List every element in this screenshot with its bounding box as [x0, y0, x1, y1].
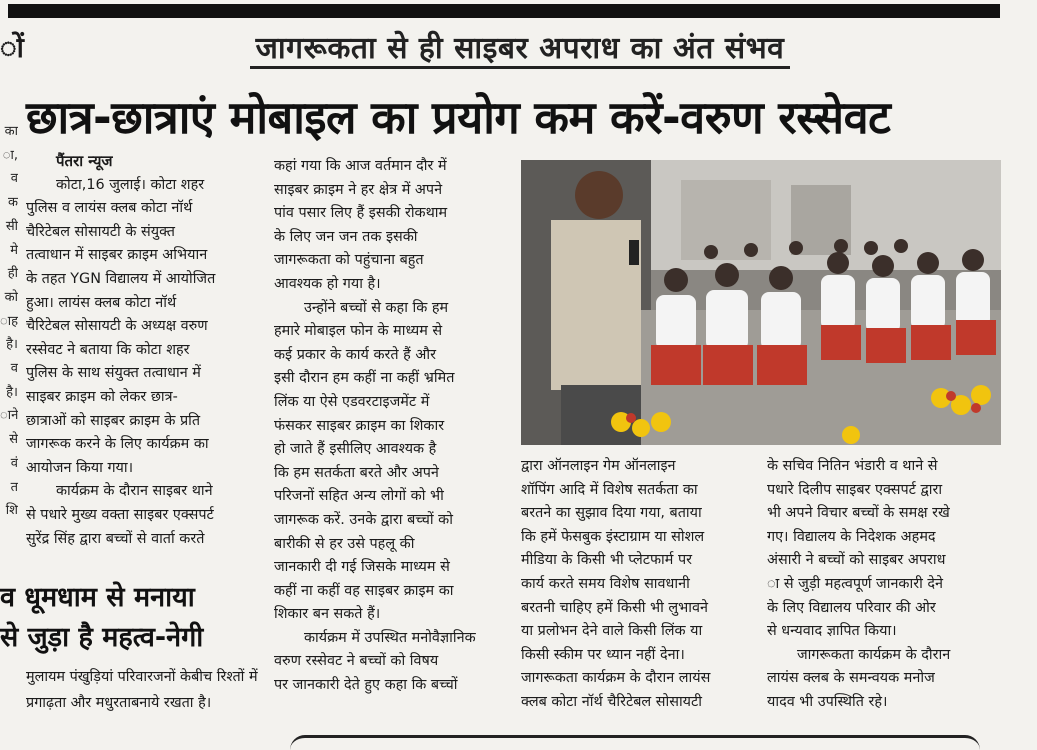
text-line: कि हमें फेसबुक इंस्टाग्राम या सोशल — [521, 528, 705, 545]
text-line: यादव भी उपस्थिति रहे। — [767, 693, 888, 710]
text-line: किसी स्कीम पर ध्यान नहीं देना। — [521, 646, 685, 663]
kicker-text: जागरूकता से ही साइबर अपराध का अंत संभव — [250, 31, 791, 69]
text-line: से पधारे मुख्य वक्ता साइबर एक्सपर्ट — [26, 506, 214, 523]
text-line: क्लब कोटा नॉर्थ चैरिटेबल सोसायटी — [521, 693, 702, 710]
text-line: जागरूकता कार्यक्रम के दौरान लायंस — [521, 670, 711, 687]
left-edge-fragment: व — [10, 361, 18, 377]
article-column-1 — [26, 150, 264, 551]
text-line: मुलायम पंखुड़ियां परिवारजनों के — [26, 669, 192, 685]
text-line: कहां गया कि आज वर्तमान दौर में — [274, 158, 447, 174]
text-line: कार्यक्रम में उपस्थित मनोवैज्ञानिक — [304, 629, 476, 646]
text-line: साइबर क्राइम को लेकर छात्र- — [26, 388, 178, 405]
text-line: कार्यक्रम के दौरान साइबर थाने — [56, 483, 213, 500]
byline: पैंतरा न्यूज — [56, 152, 113, 170]
left-edge-fragment: से — [9, 432, 18, 448]
text-line: पर जानकारी देते हुए कहा कि बच्चों — [274, 677, 458, 694]
text-line: या प्रलोभन देने वाले किसी लिंक या — [521, 623, 703, 640]
text-line: उन्होंने बच्चों से कहा कि हम — [304, 299, 449, 316]
text-line: जागरूक करने के लिए कार्यक्रम का — [26, 436, 209, 453]
next-section-rule — [290, 735, 980, 750]
text-line: हो जाते हैं इसीलिए आवश्यक है — [274, 441, 437, 458]
text-line: जानकारी दी गई जिसके माध्यम से — [274, 559, 450, 576]
left-edge-fragment: ाह — [0, 313, 18, 329]
text-line: कोटा,16 जुलाई। कोटा शहर — [56, 176, 205, 193]
left-edge-fragment: ों — [0, 31, 24, 64]
text-line: इसी दौरान हम कहीं ना कहीं भ्रमित — [274, 370, 455, 387]
text-line: शॉपिंग आदि में विशेष सतर्कता का — [521, 481, 698, 498]
text-line: ा से जुड़ी महत्वपूर्ण जानकारी देने — [767, 575, 944, 592]
text-line: तत्वाधान में साइबर क्राइम अभियान — [26, 247, 208, 264]
text-line: छात्राओं को साइबर क्राइम के प्रति — [26, 412, 201, 429]
text-line: सुरेंद्र सिंह द्वारा बच्चों से वार्ता करते — [26, 530, 205, 547]
text-line: मीडिया के किसी भी प्लेटफार्म पर — [521, 552, 693, 569]
text-line: द्वारा ऑनलाइन गेम ऑनलाइन — [521, 458, 676, 474]
left-edge-fragment: है। — [6, 337, 18, 353]
left-edge-fragment: ही — [7, 266, 18, 282]
text-line: के सचिव नितिन भंडारी व थाने से — [767, 458, 938, 474]
text-line: लिंक या ऐसे एडवरटाइजमेंट में — [274, 393, 430, 410]
left-edge-fragment: है। — [6, 384, 18, 400]
other-story-headline — [0, 578, 262, 658]
text-line: वरुण रस्सेवट ने बच्चों को विषय — [274, 653, 439, 670]
text-line: चैरिटेबल सोसायटी के अध्यक्ष वरुण — [26, 318, 208, 335]
text-line: बनाये रखता है। — [131, 695, 212, 711]
left-edge-fragment: त — [10, 479, 18, 495]
text-line: के तहत YGN विद्यालय में आयोजित — [26, 270, 216, 287]
text-line: पांव पसार लिए हैं इसकी रोकथाम — [274, 205, 448, 222]
left-edge-fragment: ाने — [0, 408, 18, 424]
article-column-3 — [521, 455, 757, 715]
text-line: बारीकी से हर उसे पहलू की — [274, 535, 415, 552]
text-line: जागरूक करें. उनके द्वारा बच्चों को — [274, 511, 453, 528]
other-story-headline-line: व धूमधाम से मनाया — [0, 582, 195, 613]
text-line: अंसारी ने बच्चों को साइबर अपराध — [767, 552, 946, 569]
text-line: कई प्रकार के कार्य करते हैं और — [274, 346, 436, 363]
left-edge-fragment: को — [4, 289, 18, 305]
other-story-text — [26, 664, 266, 716]
classroom-photo-illustration — [521, 160, 1001, 445]
text-line: आवश्यक हो गया है। — [274, 275, 381, 292]
text-line: हुआ। लायंस क्लब कोटा नॉर्थ — [26, 294, 177, 311]
top-rule — [8, 4, 1000, 18]
left-edge-fragment: का — [4, 124, 18, 139]
text-line: पुलिस के साथ संयुक्त तत्वाधान में — [26, 365, 201, 382]
article-column-2 — [274, 155, 510, 698]
left-edge-fragment: ा, — [2, 147, 18, 163]
event-photo — [521, 160, 1001, 445]
text-line: चैरिटेबल सोसायटी के संयुक्त — [26, 223, 175, 240]
text-line: परिजनों सहित अन्य लोगों को भी — [274, 488, 444, 505]
text-line: फंसकर साइबर क्राइम का शिकार — [274, 417, 445, 434]
text-line: कहीं ना कहीं वह साइबर क्राइम का — [274, 582, 454, 599]
text-line: हमारे मोबाइल फोन के माध्यम से — [274, 323, 443, 340]
text-line: जागरूकता को पहुंचाना बहुत — [274, 252, 424, 269]
text-line: लायंस क्लब के समन्वयक मनोज — [767, 670, 935, 687]
left-edge-fragment: मे — [10, 242, 18, 258]
kicker-headline — [140, 26, 900, 72]
text-line: भी अपने विचार बच्चों के समक्ष रखे — [767, 505, 950, 522]
text-line: जागरूकता कार्यक्रम के दौरान — [797, 646, 951, 663]
text-line: आयोजन किया गया। — [26, 459, 134, 476]
text-line: साइबर क्राइम ने हर क्षेत्र में अपने — [274, 181, 443, 198]
text-line: गए। विद्यालय के निदेशक अहमद — [767, 528, 936, 545]
text-line: पुलिस व लायंस क्लब कोटा नॉर्थ — [26, 200, 193, 217]
text-line: पधारे दिलीप साइबर एक्सपर्ट द्वारा — [767, 481, 943, 498]
text-line: शिकार बन सकते हैं। — [274, 606, 381, 623]
text-line: के लिए जन जन तक इसकी — [274, 228, 418, 245]
left-edge-fragment: शि — [5, 503, 18, 519]
left-edge-fragment: व — [10, 171, 18, 187]
other-story-headline-line: से जुड़ा है महत्व-नेगी — [0, 622, 204, 653]
text-line: के लिए विद्यालय परिवार की ओर — [767, 599, 936, 616]
text-line: कि हम सतर्कता बरते और अपने — [274, 464, 439, 481]
text-line: कार्य करते समय विशेष सावधानी — [521, 575, 690, 592]
left-edge-fragment: सी — [5, 218, 18, 234]
text-line: बीच रिश्तों में प्रगाढ़ता और मधुरता — [26, 669, 258, 711]
article-column-4 — [767, 455, 1003, 715]
text-line: बरतने का सुझाव दिया गया, बताया — [521, 505, 702, 522]
text-line: बरतनी चाहिए हमें किसी भी लुभावने — [521, 599, 708, 616]
left-edge-fragment: क — [8, 195, 18, 211]
left-edge-column — [0, 120, 18, 523]
left-edge-fragment: वं — [10, 455, 18, 471]
text-line: रस्सेवट ने बताया कि कोटा शहर — [26, 341, 190, 358]
text-line: से धन्यवाद ज्ञापित किया। — [767, 623, 897, 640]
main-headline: छात्र-छात्राएं मोबाइल का प्रयोग कम करें-वरुण रस्सेवट — [26, 91, 891, 144]
